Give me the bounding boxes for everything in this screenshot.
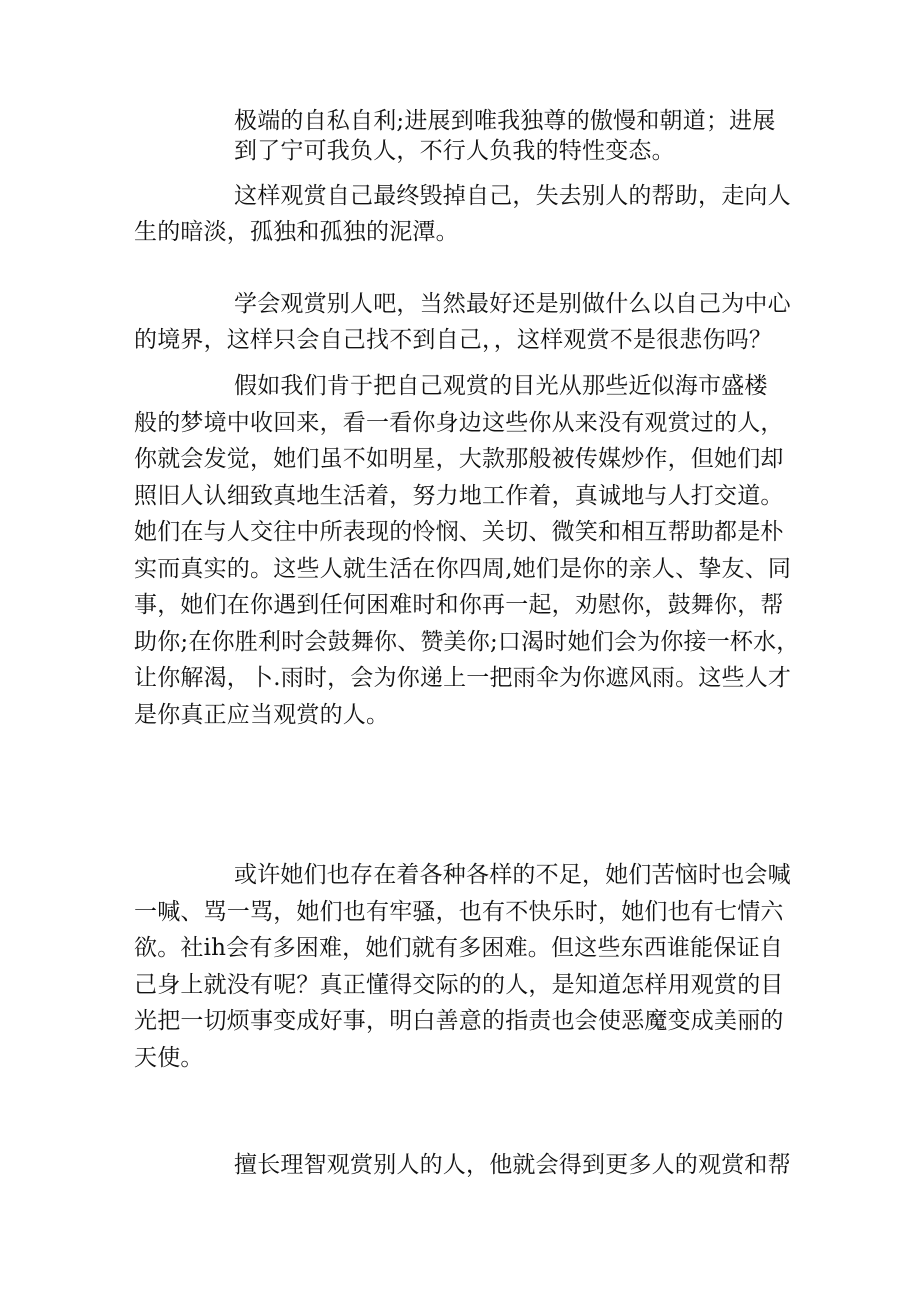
paragraph-4 [134,368,800,733]
text-line: 或许她们也存在着各种各样的不足，她们苦恼时也会喊 [234,862,791,888]
text-line: 她们在与人交往中所表现的怜悯、关切、微笑和相互帮助都是朴 [134,519,784,545]
paragraph-5 [134,857,791,1076]
text-line: 学会观赏别人吧，当然最好还是别做什么以自己为中心 [234,291,791,317]
text-line: 假如我们肯于把自己观赏的目光从那些近似海市盛楼 [234,373,768,399]
text-line: 到了宁可我负人，不行人负我的特性变态。 [234,138,675,164]
text-line: 光把一切烦事变成好事，明白善意的指责也会使恶魔变成美丽的 [134,1008,784,1034]
paragraph-2 [134,178,791,250]
text-line: 事，她们在你遇到任何困难时和你再一起，劝慰你，鼓舞你，帮 [134,592,784,618]
text-line: 己身上就没有呢？真正懂得交际的的人，是知道怎样用观赏的目 [134,971,784,998]
text-line: 这样观赏自己最终毁掉自己，失去别人的帮助，走向人 [234,183,791,209]
text-line: 是你真正应当观赏的人。 [134,701,390,728]
paragraph-3 [134,286,791,358]
text-line: 让你解渴，卜.雨时，会为你递上一把雨伞为你遮风雨。这些人才 [134,665,792,691]
text-line: 欲。社ih会有多困难，她们就有多困难。但这些东西谁能保证自 [134,935,783,961]
text-line: 助你;在你胜利时会鼓舞你、赞美你;口渴时她们会为你接一杯水， [134,628,800,655]
text-line: 极端的自私自利;进展到唯我独尊的傲慢和朝道；进展 [234,108,776,134]
text-line: 照旧人认细致真地生活着，努力地工作着，真诚地与人打交道。 [134,482,784,509]
text-line: 天使。 [134,1044,204,1071]
text-line: 生的暗淡，孤独和孤独的泥潭。 [134,219,459,245]
text-line: 你就会发觉，她们虽不如明星，大款那般被传媒炒作，但她们却 [134,446,784,472]
text-line: 一喊、骂一骂，她们也有牢骚，也有不快乐时，她们也有七情六 [134,898,784,925]
text-line: 般的梦境中收回来，看一看你身边这些你从来没有观赏过的人， [134,409,784,436]
text-line: 擅长理智观赏别人的人，他就会得到更多人的观赏和帮 [234,1152,791,1178]
text-line: 的境界，这样只会自己找不到自己，，这样观赏不是很悲伤吗？ [134,327,773,353]
paragraph-1 [234,106,776,166]
paragraph-6 [134,1147,791,1183]
text-line: 实而真实的。这些人就生活在你四周,她们是你的亲人、挚友、同 [134,555,792,582]
